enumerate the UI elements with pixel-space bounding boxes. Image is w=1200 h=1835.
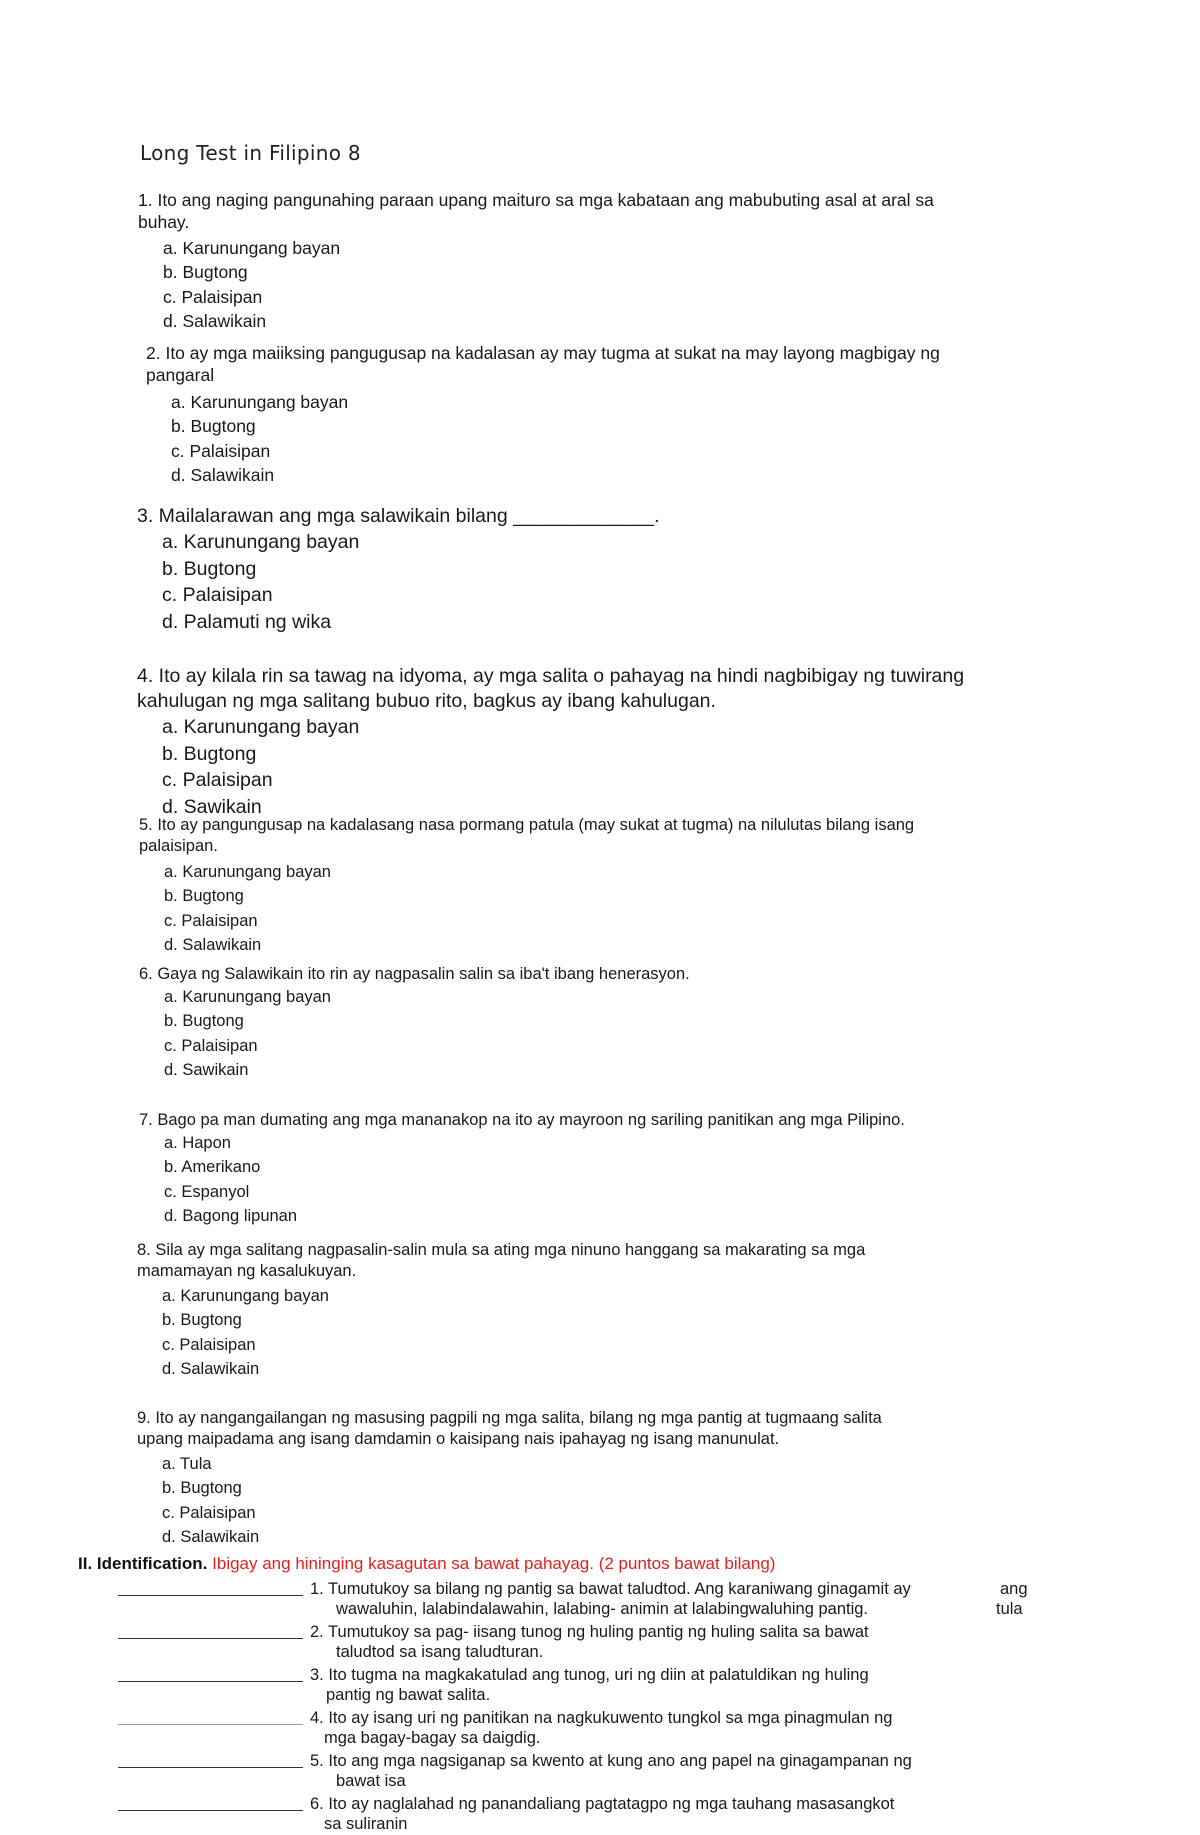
- option-d: d. Bagong lipunan: [164, 1206, 298, 1225]
- item-text: 1. Tumutukoy sa bilang ng pantig sa bawat taludtod. Ang karaniwang ginagamit ay: [310, 1580, 911, 1598]
- option-d: d. Salawikain: [164, 935, 262, 954]
- question-text: 8. Sila ay mga salitang nagpasalin-salin mula sa ating mga ninuno hanggang sa makarating sa mga: [137, 1241, 866, 1259]
- identification-item-6: [118, 1795, 895, 1833]
- question-text: 1. Ito ang naging pangunahing paraan upang maituro sa mga kabataan ang mabubuting asal at aral sa: [138, 190, 934, 210]
- option-d: d. Palamuti ng wika: [162, 610, 332, 633]
- section-title: II. Identification.: [78, 1554, 208, 1573]
- option-c: c. Palaisipan: [162, 769, 273, 792]
- answer-blank[interactable]: [118, 1667, 303, 1682]
- option-c: c. Palaisipan: [162, 584, 273, 607]
- option-a: a. Karunungang bayan: [163, 238, 341, 258]
- option-d: d. Sawikain: [162, 795, 262, 816]
- question-text-cont: pangaral: [146, 365, 215, 385]
- question-1: [138, 189, 934, 333]
- item-text: 3. Ito tugma na magkakatulad ang tunog, uri ng diin at palatuldikan ng huling: [310, 1666, 869, 1684]
- option-b: b. Bugtong: [162, 1311, 242, 1330]
- option-d: d. Salawikain: [162, 1527, 260, 1546]
- answer-blank[interactable]: [118, 1710, 303, 1725]
- option-a: a. Karunungang bayan: [171, 392, 349, 412]
- item-text-cont: pantig ng bawat salita.: [326, 1686, 491, 1704]
- answer-blank[interactable]: [118, 1796, 303, 1811]
- option-b: b. Bugtong: [164, 887, 244, 906]
- option-a: a. Karunungang bayan: [162, 531, 360, 553]
- identification-item-1: [118, 1580, 1028, 1618]
- question-text-cont: upang maipadama ang isang damdamin o kaisipang nais ipahayag ng isang manunulat.: [137, 1430, 780, 1448]
- option-b: b. Bugtong: [163, 262, 248, 283]
- answer-blank[interactable]: [118, 1624, 303, 1639]
- page-title: Long Test in Filipino 8: [140, 141, 361, 165]
- option-b: b. Bugtong: [171, 416, 256, 437]
- question-4: [137, 664, 964, 816]
- option-c: c. Palaisipan: [164, 911, 258, 930]
- identification-item-2: [118, 1623, 869, 1661]
- answer-blank[interactable]: [118, 1581, 303, 1596]
- option-d: d. Salawikain: [171, 464, 275, 485]
- item-text: 5. Ito ang mga nagsiganap sa kwento at kung ano ang papel na ginagampanan ng: [310, 1752, 912, 1770]
- option-d: d. Salawikain: [163, 310, 267, 331]
- option-a: a. Tula: [162, 1455, 212, 1473]
- question-6: [139, 964, 690, 1082]
- option-c: c. Palaisipan: [162, 1503, 256, 1522]
- item-text-cont: mga bagay-bagay sa daigdig.: [324, 1729, 541, 1747]
- item-text-right-cont: tula: [996, 1600, 1023, 1618]
- item-text-cont: wawaluhin, lalabindalawahin, lalabing- animin at lalabingwaluhing pantig.: [336, 1600, 869, 1618]
- question-9: [137, 1408, 882, 1549]
- option-b: b. Bugtong: [162, 557, 257, 580]
- question-text: 9. Ito ay nangangailangan ng masusing pagpili ng mga salita, bilang ng mga pantig at tugmaang salita: [137, 1409, 882, 1427]
- question-text-cont: buhay.: [138, 212, 190, 232]
- question-text: 3. Mailalarawan ang mga salawikain bilang _____________.: [137, 505, 660, 527]
- option-c: c. Palaisipan: [163, 286, 263, 307]
- item-text: 2. Tumutukoy sa pag- iisang tunog ng huling pantig ng huling salita sa bawat: [310, 1623, 869, 1641]
- question-text: 6. Gaya ng Salawikain ito rin ay nagpasalin salin sa iba't ibang henerasyon.: [139, 965, 690, 983]
- option-a: a. Karunungang bayan: [164, 863, 331, 881]
- question-7: [139, 1110, 905, 1228]
- item-text: 6. Ito ay naglalahad ng panandaliang pagtatagpo ng mga tauhang masasangkot: [310, 1795, 895, 1813]
- question-text: 4. Ito ay kilala rin sa tawag na idyoma, ay mga salita o pahayag na hindi nagbibigay ng tuwirang: [137, 665, 965, 687]
- option-d: d. Sawikain: [164, 1060, 249, 1079]
- question-text-cont: mamamayan ng kasalukuyan.: [137, 1262, 357, 1280]
- option-b: b. Bugtong: [164, 1012, 244, 1031]
- identification-item-3: [118, 1666, 869, 1704]
- option-c: c. Espanyol: [164, 1182, 250, 1201]
- question-3: [137, 504, 660, 635]
- item-text-cont: bawat isa: [336, 1772, 406, 1790]
- question-8: [137, 1240, 865, 1381]
- option-b: b. Bugtong: [162, 1479, 242, 1498]
- answer-blank[interactable]: [118, 1753, 303, 1768]
- item-text-cont: taludtod sa isang taludturan.: [336, 1643, 544, 1661]
- item-text-right: ang: [1000, 1580, 1028, 1598]
- option-c: c. Palaisipan: [162, 1335, 256, 1354]
- option-a: a. Karunungang bayan: [162, 716, 360, 738]
- option-b: b. Bugtong: [162, 742, 257, 765]
- question-5: [139, 815, 914, 957]
- option-a: a. Karunungang bayan: [164, 988, 331, 1006]
- question-text-cont: kahulugan ng mga salitang bubuo rito, bagkus ay ibang kahulugan.: [137, 690, 716, 712]
- option-a: a. Karunungang bayan: [162, 1287, 329, 1305]
- option-b: b. Amerikano: [164, 1158, 261, 1177]
- option-a: a. Hapon: [164, 1134, 231, 1152]
- question-2: [146, 342, 940, 487]
- identification-item-5: [118, 1752, 912, 1790]
- section-2-heading: [78, 1554, 775, 1574]
- item-text-cont: sa suliranin: [324, 1815, 408, 1833]
- option-c: c. Palaisipan: [164, 1036, 258, 1055]
- question-text: 5. Ito ay pangungusap na kadalasang nasa pormang patula (may sukat at tugma) na nilulutas bilang isang: [139, 816, 915, 834]
- question-text: 2. Ito ay mga maiiksing pangugusap na kadalasan ay may tugma at sukat na may layong magbigay ng: [146, 343, 940, 363]
- section-instruction: Ibigay ang hininging kasagutan sa bawat pahayag. (2 puntos bawat bilang): [212, 1554, 776, 1573]
- question-text: 7. Bago pa man dumating ang mga mananakop na ito ay mayroon ng sariling panitikan ang mga Pilipino.: [139, 1111, 905, 1129]
- item-text: 4. Ito ay isang uri ng panitikan na nagkukuwento tungkol sa mga pinagmulan ng: [310, 1709, 893, 1727]
- option-d: d. Salawikain: [162, 1359, 260, 1378]
- option-c: c. Palaisipan: [171, 440, 271, 461]
- question-text-cont: palaisipan.: [139, 837, 218, 855]
- identification-item-4: [118, 1709, 893, 1747]
